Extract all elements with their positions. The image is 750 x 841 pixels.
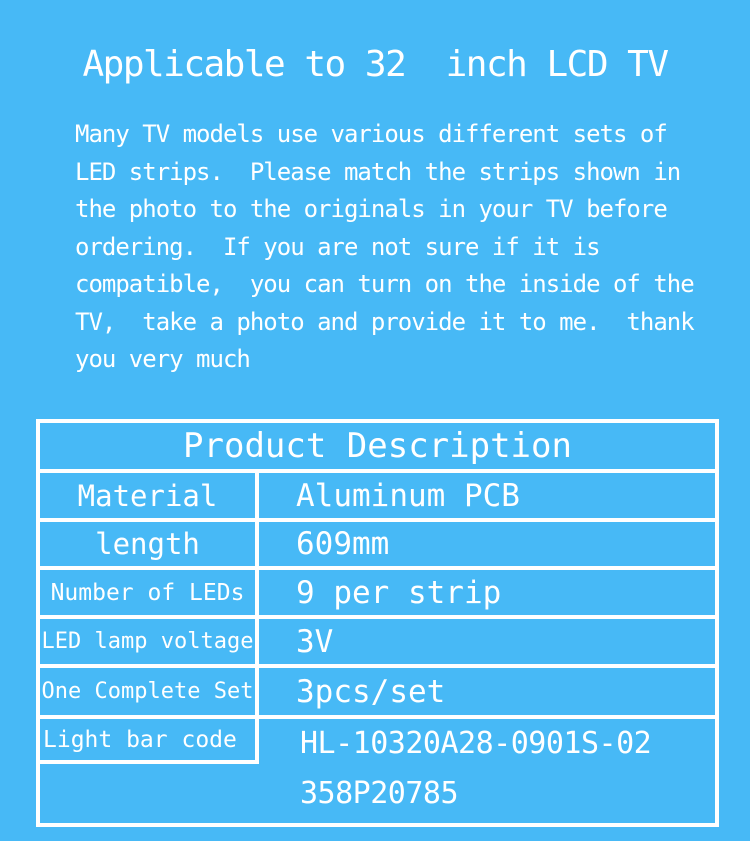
row-value: Aluminum PCB	[296, 477, 520, 514]
intro-line: you very much	[75, 345, 250, 373]
table-row-length	[40, 522, 715, 570]
row-value: 3V	[296, 623, 334, 660]
row-label: LED lamp voltage	[40, 619, 259, 664]
table-row-voltage	[40, 619, 715, 668]
product-description-table	[36, 419, 719, 827]
row-value: 3pcs/set	[296, 673, 446, 710]
row-label: Material	[40, 473, 259, 518]
intro-line: TV, take a photo and provide it to me. thank	[75, 307, 694, 336]
intro-line: Many TV models use various different sets of	[75, 120, 667, 148]
intro-line: compatible, you can turn on the inside of the	[75, 270, 694, 298]
row-label: Number of LEDs	[40, 570, 259, 615]
row-label: One Complete Set	[40, 668, 259, 715]
row-label: length	[40, 522, 259, 566]
table-header: Product Description	[40, 423, 715, 473]
table-row-set	[40, 668, 715, 719]
intro-line: ordering. If you are not sure if it is	[75, 232, 600, 261]
table-row-led-count	[40, 570, 715, 619]
page-title: Applicable to 32 inch LCD TV	[82, 44, 668, 85]
row-value-code-line-1: HL-10320A28-0901S-02	[300, 726, 652, 761]
row-value: 9 per strip	[296, 574, 502, 611]
table-row-material	[40, 473, 715, 522]
intro-line: LED strips. Please match the strips shown in	[75, 157, 681, 186]
row-value: 609mm	[296, 526, 390, 562]
product-intro	[75, 116, 715, 379]
row-label: Light bar code	[40, 719, 259, 764]
intro-line: the photo to the originals in your TV before	[75, 195, 667, 223]
row-value-code-line-2: 358P20785	[300, 776, 459, 811]
table-row-light-bar-code	[40, 719, 715, 819]
